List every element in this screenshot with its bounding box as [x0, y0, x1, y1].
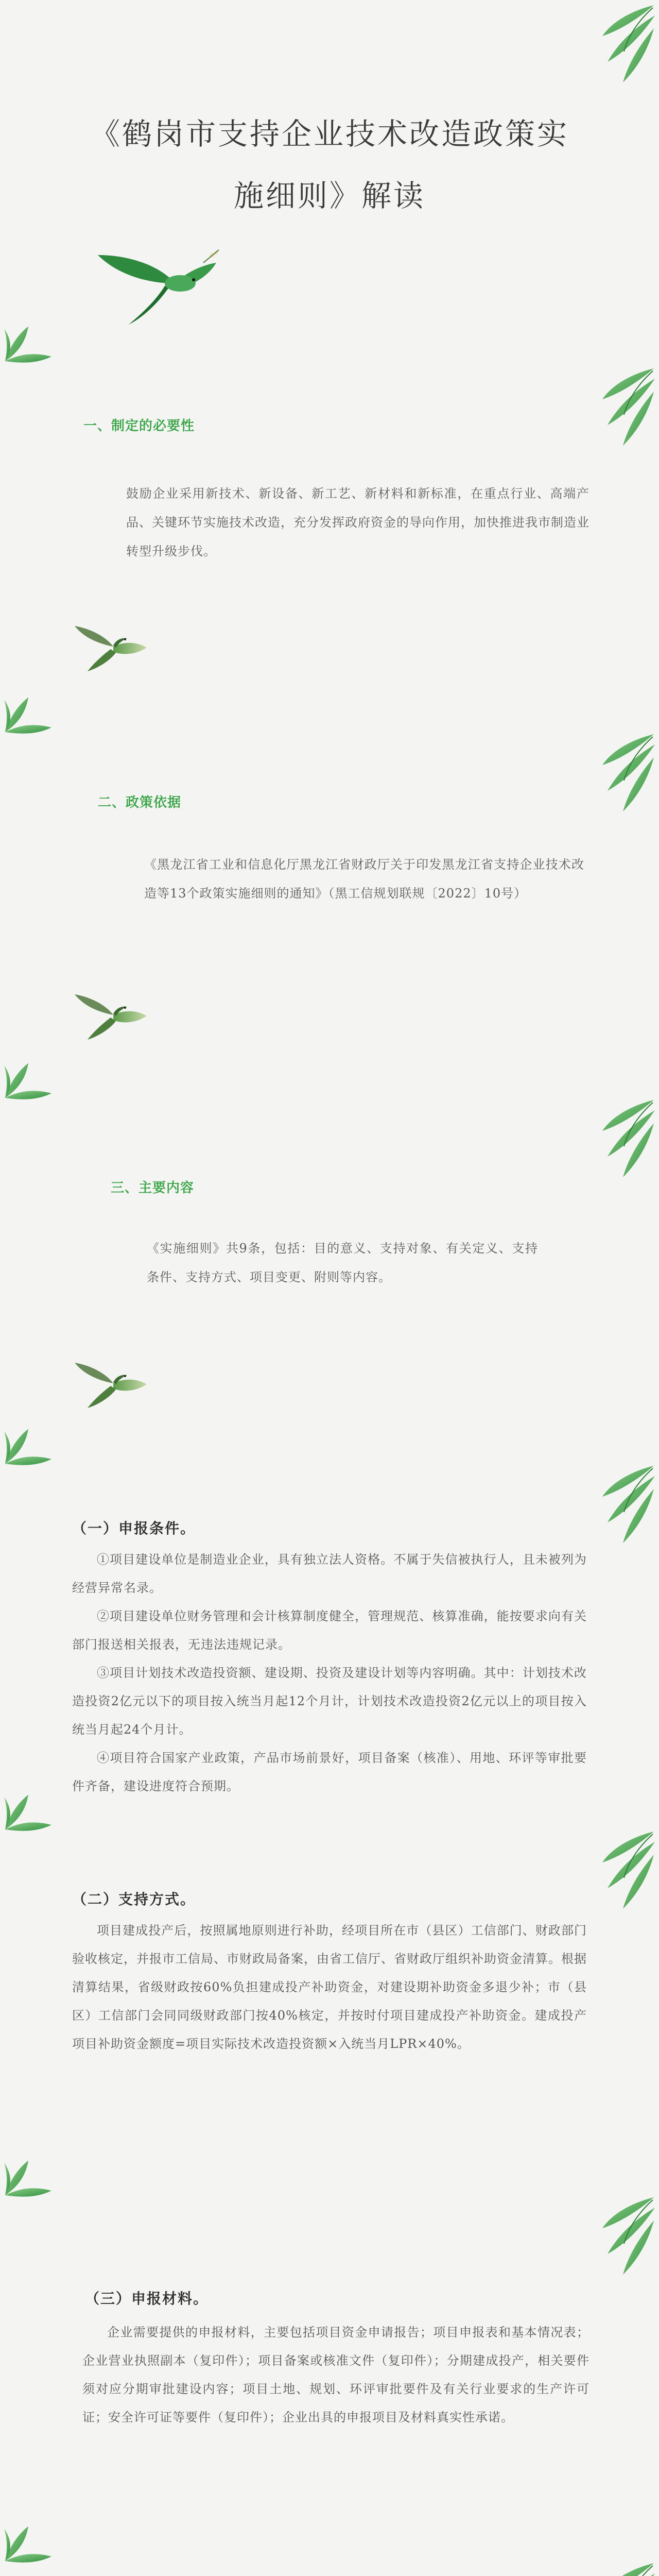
section-heading-necessity: 一、制定的必要性 — [83, 418, 195, 434]
condition-item: ④项目符合国家产业政策，产品市场前景好，项目备案（核准）、用地、环评等审批要件齐备，建设进度符合预期。 — [72, 1751, 587, 1793]
section-body-necessity: 鼓励企业采用新技术、新设备、新工艺、新材料和新标准，在重点行业、高端产品、关键环节实施技术改造，充分发挥政府资金的导向作用，加快推进我市制造业转型升级步伐。 — [126, 486, 589, 558]
support-heading: （二）支持方式。 — [72, 1891, 196, 1908]
title-line-1: 《鹤岗市支持企业技术改造政策实 — [90, 116, 569, 151]
section-heading-basis: 二、政策依据 — [98, 795, 182, 810]
section-body-content: 《实施细则》共9条，包括：目的意义、支持对象、有关定义、支持条件、支持方式、项目变更、附则等内容。 — [147, 1241, 538, 1284]
materials-body: 企业需要提供的申报材料，主要包括项目资金申请报告；项目申报表和基本情况表；企业营业执照副本（复印件）；项目备案或核准文件（复印件）；分期建成投产，相关要件须对应分期审批建设内容；项目土地、规划、环评审批要件及有关行业要求的生产许可证；安全许可证等要件（复印件）；企业出具的申报项目及材料真实性承诺。 — [82, 2325, 589, 2425]
swallow-icon — [93, 234, 227, 327]
leaf-icon — [0, 1056, 57, 1103]
leaf-icon — [577, 363, 659, 451]
leaf-icon — [577, 2192, 659, 2280]
conditions-list — [72, 1546, 587, 1801]
leaf-icon — [577, 1461, 659, 1548]
condition-item: ③项目计划技术改造投资额、建设期、投资及建设计划等内容明确。其中：计划技术改造投资2亿元以下的项目按入统当月起12个月计，计划技术改造投资2亿元以上的项目按入统当月起24个月计。 — [72, 1666, 587, 1737]
leaf-icon — [577, 1826, 659, 1914]
conditions-heading: （一）申报条件。 — [72, 1520, 196, 1537]
leaf-icon — [577, 1095, 659, 1182]
title-line-2: 施细则》解读 — [233, 178, 425, 213]
leaf-icon — [0, 1422, 57, 1468]
leaf-icon — [577, 0, 659, 88]
leaf-icon — [0, 2154, 57, 2200]
swallow-icon — [64, 616, 152, 672]
leaf-icon — [577, 2558, 659, 2576]
materials-heading: （三）申报材料。 — [85, 2290, 209, 2307]
swallow-icon — [64, 984, 152, 1041]
leaf-icon — [0, 319, 57, 366]
section-heading-content: 三、主要内容 — [111, 1180, 195, 1196]
leaf-icon — [0, 1788, 57, 1834]
condition-item: ②项目建设单位财务管理和会计核算制度健全，管理规范、核算准确，能按要求向有关部门报送相关报表，无违法违规记录。 — [72, 1609, 587, 1652]
page-title — [77, 103, 582, 227]
leaf-icon — [0, 690, 57, 737]
support-body: 项目建成投产后，按照属地原则进行补助，经项目所在市（县区）工信部门、财政部门验收核定，并报市工信局、市财政局备案，由省工信厅、省财政厅组织补助资金清算。根据清算结果，省级财政按60%负担建成投产补助资金，对建设期补助资金多退少补；市（县区）工信部门会同同级财政部门按40%核定，并按时付项目建成投产补助资金。建成投产项目补助资金额度=项目实际技术改造投资额×入统当月LPR×40%。 — [72, 1923, 587, 2051]
section-body-basis: 《黑龙江省工业和信息化厅黑龙江省财政厅关于印发黑龙江省支持企业技术改造等13个政策实施细则的通知》（黑工信规划联规〔2022〕10号） — [144, 857, 584, 901]
condition-item: ①项目建设单位是制造业企业，具有独立法人资格。不属于失信被执行人，且未被列为经营异常名录。 — [72, 1552, 587, 1595]
leaf-icon — [577, 729, 659, 817]
leaf-icon — [0, 2519, 57, 2566]
swallow-icon — [64, 1352, 152, 1409]
